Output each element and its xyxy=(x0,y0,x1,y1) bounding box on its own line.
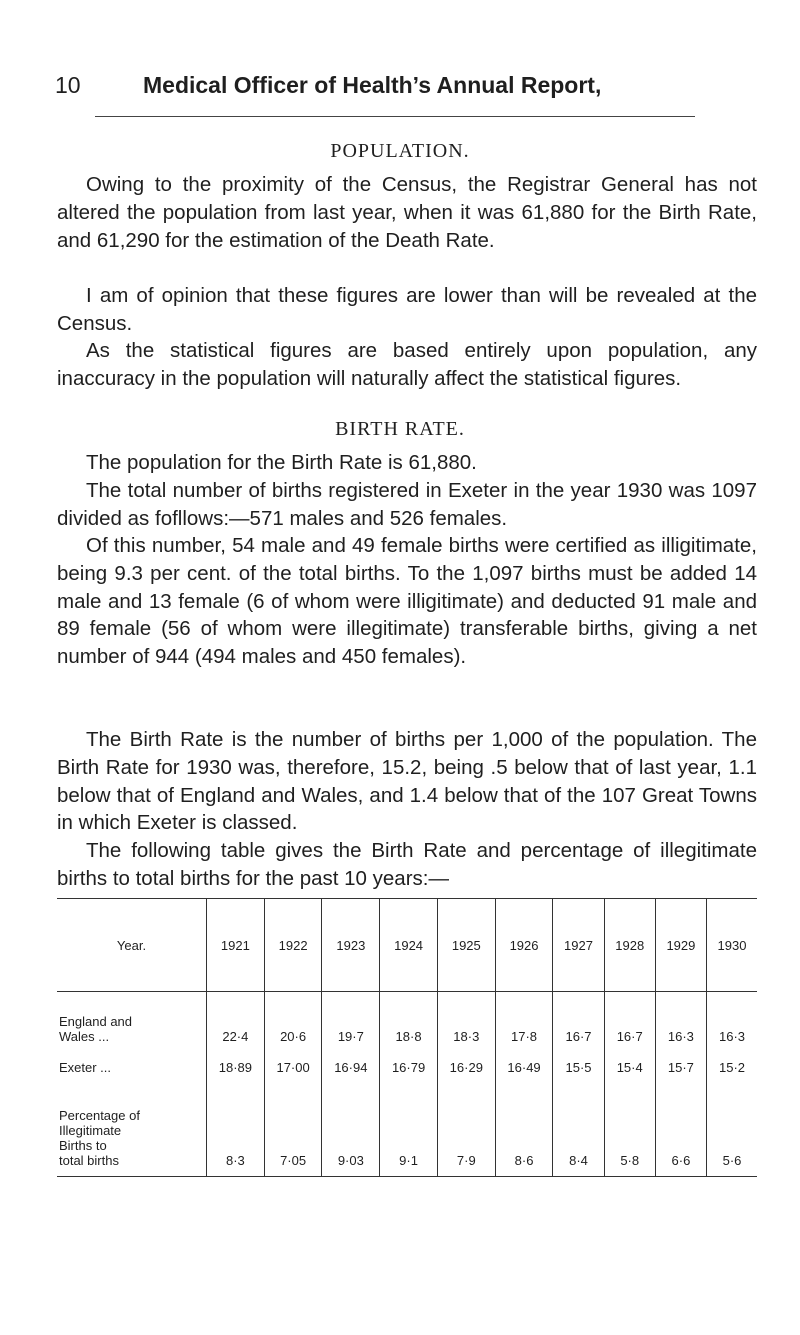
table-cell: 22·4 xyxy=(207,992,265,1052)
year-cell: 1921 xyxy=(207,899,265,992)
table-cell: 16·7 xyxy=(553,992,604,1052)
year-cell: 1928 xyxy=(604,899,655,992)
year-header: Year. xyxy=(116,937,147,953)
table-header-row xyxy=(57,899,757,992)
population-paragraph: Owing to the proximity of the Census, the Registrar General has not altered the population from last year, when it was 61,880 for the Birth Rate, and 61,290 for the estimation of the Death Rate. xyxy=(57,173,757,252)
birth-rate-paragraph: The total number of births registered in Exeter in the year 1930 was 1097 divided as fofllows:—571 males and 526 females. xyxy=(57,479,757,530)
table-cell: 15·7 xyxy=(655,1052,706,1083)
table-cell: 8·3 xyxy=(207,1083,265,1177)
year-cell: 1924 xyxy=(380,899,438,992)
table-cell: 16·29 xyxy=(437,1052,495,1083)
table-cell: 17·8 xyxy=(495,992,553,1052)
year-cell: 1923 xyxy=(322,899,380,992)
table-cell: 16·7 xyxy=(604,992,655,1052)
birth-rate-heading: BIRTH RATE. xyxy=(335,418,465,440)
table-cell: 18·8 xyxy=(380,992,438,1052)
year-cell: 1929 xyxy=(655,899,706,992)
running-title: Medical Officer of Health’s Annual Report, xyxy=(143,72,602,98)
birth-rate-paragraph: The following table gives the Birth Rate and percentage of illegitimate births to total births for the past 10 years:— xyxy=(57,839,757,890)
row-label: England and Wales ... xyxy=(59,1013,133,1044)
table-cell: 19·7 xyxy=(322,992,380,1052)
year-cell: 1930 xyxy=(707,899,757,992)
table-cell: 16·49 xyxy=(495,1052,553,1083)
population-heading: POPULATION. xyxy=(330,140,470,162)
table-cell: 16·94 xyxy=(322,1052,380,1083)
table-cell: 17·00 xyxy=(264,1052,322,1083)
population-paragraph: I am of opinion that these figures are lower than will be revealed at the Census. xyxy=(57,284,757,335)
table-row xyxy=(57,1052,757,1083)
page-header xyxy=(55,72,755,112)
table-cell: 15·2 xyxy=(707,1052,757,1083)
year-cell: 1922 xyxy=(264,899,322,992)
page-number: 10 xyxy=(55,72,81,98)
birth-rate-paragraph: The population for the Birth Rate is 61,880. xyxy=(86,451,477,474)
header-rule xyxy=(95,116,695,117)
birth-rate-table xyxy=(57,898,757,1177)
year-cell: 1927 xyxy=(553,899,604,992)
table-cell: 7·05 xyxy=(264,1083,322,1177)
birth-rate-paragraph: Of this number, 54 male and 49 female births were certified as illigitimate, being 9.3 per cent. of the total births. To the 1,097 births must be added 14 male and 13 female (6 of whom were illigitimate) and deducted 91 male and 89 female (56 of whom were illegitimate) transferable births, giving a net number of 944 (494 males and 450 females). xyxy=(57,534,757,669)
row-label: Exeter ... xyxy=(59,1059,112,1075)
table-cell: 7·9 xyxy=(437,1083,495,1177)
population-paragraph: As the statistical figures are based entirely upon population, any inaccuracy in the population will naturally affect the statistical figures. xyxy=(57,339,757,390)
table-cell: 5·6 xyxy=(707,1083,757,1177)
year-cell: 1926 xyxy=(495,899,553,992)
birth-rate-paragraph: The Birth Rate is the number of births per 1,000 of the population. The Birth Rate for 1930 was, therefore, 15.2, being .5 below that of last year, 1.1 below that of England and Wales, and 1.4 below that of the 107 Great Towns in which Exeter is classed. xyxy=(57,728,757,835)
table-cell: 8·4 xyxy=(553,1083,604,1177)
table-cell: 15·4 xyxy=(604,1052,655,1083)
row-label: Percentage of Illegitimate Births to total births xyxy=(59,1108,140,1168)
table-cell: 18·89 xyxy=(207,1052,265,1083)
table-row xyxy=(57,1083,757,1177)
table-cell: 9·03 xyxy=(322,1083,380,1177)
table-cell: 5·8 xyxy=(604,1083,655,1177)
table-cell: 16·79 xyxy=(380,1052,438,1083)
year-cell: 1925 xyxy=(437,899,495,992)
table-cell: 20·6 xyxy=(264,992,322,1052)
table-cell: 18·3 xyxy=(437,992,495,1052)
table-row xyxy=(57,992,757,1052)
table-cell: 9·1 xyxy=(380,1083,438,1177)
table-cell: 8·6 xyxy=(495,1083,553,1177)
table-cell: 16·3 xyxy=(707,992,757,1052)
table-cell: 6·6 xyxy=(655,1083,706,1177)
table-cell: 16·3 xyxy=(655,992,706,1052)
table-cell: 15·5 xyxy=(553,1052,604,1083)
